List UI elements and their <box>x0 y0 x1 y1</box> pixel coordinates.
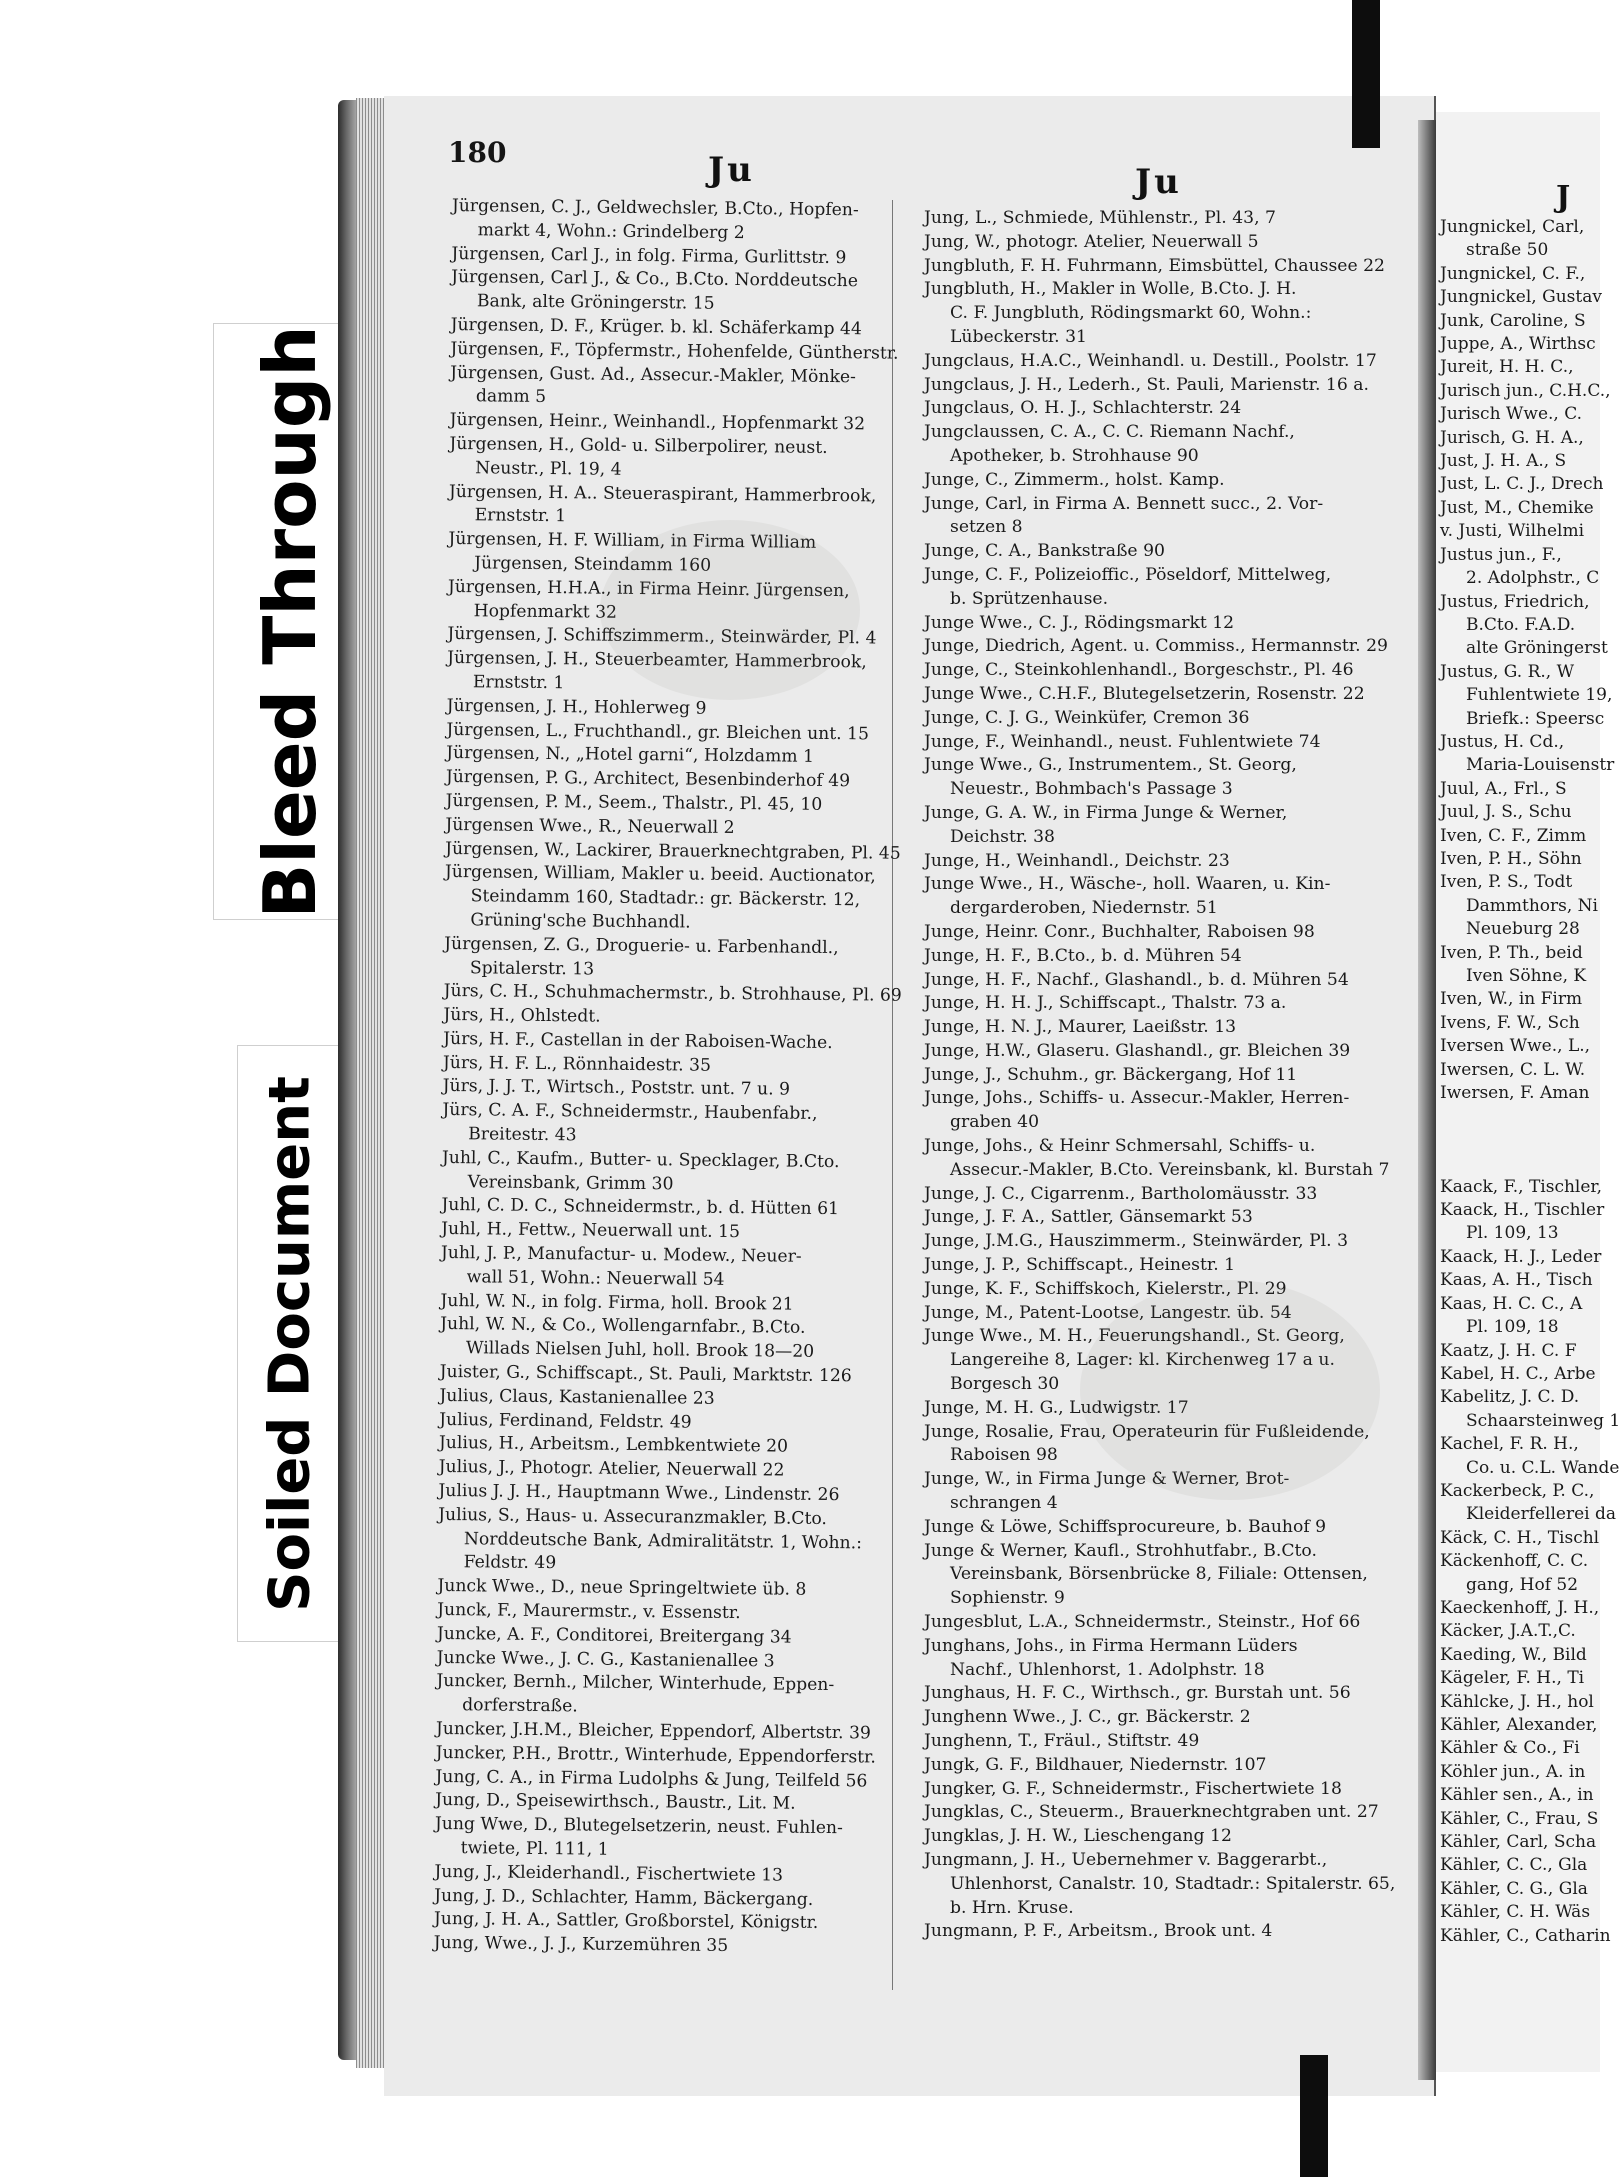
directory-entry: Ivens, F. W., Sch <box>1440 1012 1580 1033</box>
directory-entry: Junge, C. F., Polizeioffic., Pöseldorf, Mittelweg, <box>924 564 1332 585</box>
directory-entry: Junge, C., Steinkohlenhandl., Borgeschstr., Pl. 46 <box>924 660 1354 681</box>
directory-entry: Junge, J. F. A., Sattler, Gänsemarkt 53 <box>924 1207 1253 1228</box>
directory-entry: Sophienstr. 9 <box>950 1588 1065 1609</box>
directory-entry: Jürs, C. H., Schuhmachermstr., b. Strohhause, Pl. 69 <box>443 981 902 1007</box>
directory-entry: Jungesblut, L.A., Schneidermstr., Steinstr., Hof 66 <box>924 1612 1361 1633</box>
directory-entry: Juul, J. S., Schu <box>1440 802 1572 823</box>
directory-entry: Jung Wwe, D., Blutegelsetzerin, neust. Fuhlen- <box>434 1814 843 1839</box>
directory-entry: Jungclaussen, C. A., C. C. Riemann Nachf., <box>924 422 1295 443</box>
directory-entry: graben 40 <box>950 1112 1040 1133</box>
directory-entry: Norddeutsche Bank, Admiralitätstr. 1, Wohn.: <box>463 1528 863 1553</box>
directory-entry: Feldstr. 49 <box>463 1552 557 1574</box>
directory-entry: Jung, J. D., Schlachter, Hamm, Bäckergang. <box>434 1885 814 1910</box>
directory-entry: Junge, H. H. J., Schiffscapt., Thalstr. 73 a. <box>924 993 1287 1014</box>
directory-entry: Jungker, G. F., Schneidermstr., Fischertwiete 18 <box>924 1778 1342 1799</box>
directory-entry: Fuhlentwiete 19, <box>1466 685 1613 706</box>
directory-entry: Kähler, C. G., Gla <box>1440 1878 1588 1899</box>
directory-entry: Pl. 109, 18 <box>1466 1317 1559 1338</box>
directory-entry: Julius, J., Photogr. Atelier, Neuerwall 22 <box>438 1457 785 1481</box>
directory-entry: Junge, Heinr. Conr., Buchhalter, Raboisen 98 <box>924 921 1315 942</box>
directory-entry: Jurisch, G. H. A., <box>1440 427 1584 448</box>
directory-entry: Jürgensen, Carl J., & Co., B.Cto. Norddeutsche <box>451 267 859 292</box>
directory-entry: Kaack, H., Tischler <box>1440 1200 1605 1221</box>
directory-entry: Juncke Wwe., J. C. G., Kastanienallee 3 <box>436 1647 775 1672</box>
directory-entry: Jürs, H. F., Castellan in der Raboisen-Wache. <box>443 1028 833 1053</box>
directory-entry: Jürgensen, H. F. William, in Firma William <box>448 529 817 553</box>
directory-entry: Neuestr., Bohmbach's Passage 3 <box>950 779 1233 800</box>
directory-entry: Jungnickel, C. F., <box>1440 263 1586 284</box>
directory-entry: Just, J. H. A., S <box>1440 451 1567 472</box>
directory-entry: Pl. 109, 13 <box>1466 1223 1559 1244</box>
binding-clip-top <box>1352 0 1380 148</box>
directory-entry: Jung, Wwe., J. J., Kurzemühren 35 <box>433 1933 729 1957</box>
directory-entry: Junge, H. F., Nachf., Glashandl., b. d. Mühren 54 <box>924 969 1349 990</box>
directory-entry: Junge, C., Zimmerm., holst. Kamp. <box>924 469 1225 490</box>
directory-entry: Jürgensen, J. Schiffszimmerm., Steinwärder, Pl. 4 <box>447 624 877 649</box>
directory-entry: Jürs, H. F. L., Rönnhaidestr. 35 <box>442 1052 712 1076</box>
next-page-column <box>1440 216 1620 1948</box>
directory-entry: markt 4, Wohn.: Grindelberg 2 <box>477 220 745 243</box>
directory-entry: Köhler jun., A. in <box>1440 1761 1586 1782</box>
directory-entry: Kaack, F., Tischler, <box>1440 1176 1603 1197</box>
directory-entry: b. Sprützenhause. <box>950 588 1109 609</box>
directory-entry: Steindamm 160, Stadtadr.: gr. Bäckerstr. 12, <box>470 886 861 911</box>
directory-entry: Jürgensen, Gust. Ad., Assecur.-Makler, Mönke- <box>450 362 857 387</box>
directory-entry: Juhl, C., Kaufm., Butter- u. Specklager, B.Cto. <box>441 1147 840 1172</box>
right-directory-column <box>924 207 1396 1944</box>
directory-entry: Jürgensen, F., Töpfermstr., Hohenfelde, Güntherstr. <box>450 338 899 364</box>
directory-entry: Lübeckerstr. 31 <box>950 326 1087 347</box>
directory-entry: Jürgensen, N., „Hotel garni“, Holzdamm 1 <box>446 743 815 768</box>
directory-entry: Juhl, C. D. C., Schneidermstr., b. d. Hütten 61 <box>441 1195 840 1220</box>
directory-entry: Kähler, C., Frau, S <box>1440 1808 1599 1829</box>
directory-entry: Kackerbeck, P. C., <box>1440 1480 1595 1501</box>
directory-entry: Neustr., Pl. 19, 4 <box>475 458 622 480</box>
directory-entry: Kähler & Co., Fi <box>1440 1738 1580 1759</box>
directory-entry: Juncker, J.H.M., Bleicher, Eppendorf, Albertstr. 39 <box>435 1718 871 1744</box>
directory-entry: Iven, W., in Firm <box>1440 989 1583 1010</box>
directory-entry: Jungclaus, O. H. J., Schlachterstr. 24 <box>924 398 1242 419</box>
directory-entry: Iven, P. Th., beid <box>1440 942 1583 963</box>
right-column-heading: Ju <box>1135 162 1182 202</box>
directory-entry <box>1440 1105 1600 1128</box>
directory-entry: Junge Wwe., H., Wäsche-, holl. Waaren, u. Kin- <box>924 874 1331 895</box>
directory-entry: Schaarsteinweg 1 <box>1466 1410 1620 1431</box>
directory-entry: Junck, F., Maurermstr., v. Essenstr. <box>437 1599 741 1624</box>
directory-entry: Jürgensen, H., Gold- u. Silberpolirer, neust. <box>449 433 828 458</box>
directory-entry: Borgesch 30 <box>950 1374 1060 1395</box>
directory-entry: Kaeding, W., Bild <box>1440 1644 1587 1665</box>
directory-entry: Kaatz, J. H. C. F <box>1440 1340 1577 1361</box>
directory-entry: Junge, Carl, in Firma A. Bennett succ., 2. Vor- <box>924 493 1324 514</box>
directory-entry: Juhl, H., Fettw., Neuerwall unt. 15 <box>441 1219 741 1243</box>
directory-entry: Kähler, Carl, Scha <box>1440 1832 1597 1853</box>
directory-entry: Apotheker, b. Strohhause 90 <box>950 445 1199 466</box>
directory-entry: Ernststr. 1 <box>472 672 565 694</box>
directory-entry: Jürs, C. A. F., Schneidermstr., Haubenfabr., <box>442 1100 818 1125</box>
directory-entry: Spitalerstr. 13 <box>469 957 595 980</box>
directory-entry: Juncker, Bernh., Milcher, Winterhude, Eppen- <box>436 1671 835 1696</box>
directory-entry: Junge, J. C., Cigarrenm., Bartholomäusstr. 33 <box>924 1183 1318 1204</box>
directory-entry: Kabel, H. C., Arbe <box>1440 1363 1596 1384</box>
directory-entry: Junge, J., Schuhm., gr. Bäckergang, Hof 11 <box>924 1064 1298 1085</box>
directory-entry: C. F. Jungbluth, Rödingsmarkt 60, Wohn.: <box>950 303 1312 324</box>
page-gutter <box>1418 120 1436 2080</box>
directory-entry: Iven, P. S., Todt <box>1440 872 1573 893</box>
directory-entry: Iwersen, F. Aman <box>1440 1083 1590 1104</box>
directory-entry: Käck, C. H., Tischl <box>1440 1527 1600 1548</box>
directory-entry: Jungk, G. F., Bildhauer, Niedernstr. 107 <box>924 1754 1267 1775</box>
directory-entry: schrangen 4 <box>950 1493 1058 1514</box>
directory-entry: Jureit, H. H. C., <box>1440 357 1574 378</box>
directory-entry: b. Hrn. Kruse. <box>950 1897 1074 1918</box>
page-number: 180 <box>448 136 507 169</box>
directory-entry: Jürgensen, H. A.. Steueraspirant, Hammerbrook, <box>448 481 877 507</box>
directory-entry: Jürs, H., Ohlstedt. <box>443 1005 601 1027</box>
directory-entry: Junge, H. N. J., Maurer, Laeißstr. 13 <box>924 1017 1237 1038</box>
directory-entry: Junge, J. P., Schiffscapt., Heinestr. 1 <box>924 1255 1236 1276</box>
directory-entry: gang, Hof 52 <box>1466 1574 1579 1595</box>
directory-entry: Junge, M. H. G., Ludwigstr. 17 <box>924 1397 1189 1418</box>
directory-entry: Juister, G., Schiffscapt., St. Pauli, Marktstr. 126 <box>439 1361 852 1387</box>
directory-entry: Juhl, W. N., & Co., Wollengarnfabr., B.Cto. <box>440 1314 806 1339</box>
directory-entry: Ernststr. 1 <box>474 505 567 527</box>
directory-entry: alte Gröningerst <box>1466 638 1608 659</box>
directory-entry: 2. Adolphstr., C <box>1466 568 1600 589</box>
directory-entry: Jungmann, P. F., Arbeitsm., Brook unt. 4 <box>924 1921 1273 1942</box>
directory-entry: Jungklas, J. H. W., Lieschengang 12 <box>924 1826 1232 1847</box>
directory-entry: Kähler, Alexander, <box>1440 1715 1598 1735</box>
directory-entry: Junghenn Wwe., J. C., gr. Bäckerstr. 2 <box>924 1707 1251 1728</box>
directory-entry: Jürgensen, D. F., Krüger. b. kl. Schäferkamp 44 <box>450 314 862 340</box>
directory-entry: Jung, J., Kleiderhandl., Fischertwiete 13 <box>434 1861 784 1886</box>
directory-entry: Kähler sen., A., in <box>1440 1785 1594 1806</box>
directory-entry: Assecur.-Makler, B.Cto. Vereinsbank, kl. Burstah 7 <box>950 1159 1390 1180</box>
directory-entry: Jung, J. H. A., Sattler, Großborstel, Königstr. <box>433 1909 819 1934</box>
bleed-through-text: Bleed Through <box>248 324 332 919</box>
directory-entry: Neueburg 28 <box>1466 919 1580 940</box>
directory-entry: Kähler, C. H. Wäs <box>1440 1902 1591 1923</box>
page-edges <box>356 98 386 2068</box>
directory-entry: Justus jun., F., <box>1440 544 1562 565</box>
directory-entry: Käckenhoff, C. C. <box>1440 1551 1589 1572</box>
directory-entry: Juncker, P.H., Brottr., Winterhude, Eppendorferstr. <box>435 1742 877 1768</box>
directory-entry: Junge, Johs., Schiffs- u. Assecur.-Makler, Herren- <box>924 1088 1350 1109</box>
binding-clip-bottom <box>1300 2055 1328 2177</box>
directory-entry: Jungnickel, Carl, <box>1440 217 1585 237</box>
directory-entry: Jürgensen, Z. G., Droguerie- u. Farbenhandl., <box>444 933 839 958</box>
directory-entry: Iven, P. H., Söhn <box>1440 848 1582 869</box>
directory-entry: Junge, C. A., Bankstraße 90 <box>924 541 1165 562</box>
directory-entry: Kaas, H. C. C., A <box>1440 1293 1583 1314</box>
directory-entry: Vereinsbank, Grimm 30 <box>467 1171 674 1195</box>
directory-entry: Jürgensen Wwe., R., Neuerwall 2 <box>445 814 735 838</box>
directory-entry: Junge Wwe., C.H.F., Blutegelsetzerin, Rosenstr. 22 <box>924 683 1365 704</box>
directory-entry: v. Justi, Wilhelmi <box>1440 521 1585 542</box>
directory-entry: Iwersen, C. L. W. <box>1440 1059 1586 1080</box>
directory-entry: twiete, Pl. 111, 1 <box>460 1838 609 1860</box>
directory-entry: Jurisch jun., C.H.C., <box>1440 380 1611 401</box>
directory-entry: Iversen Wwe., L., <box>1440 1036 1591 1057</box>
directory-entry: Bank, alte Gröningerstr. 15 <box>476 291 715 314</box>
directory-entry: Junge & Werner, Kaufl., Strohhutfabr., B.Cto. <box>924 1540 1317 1561</box>
directory-entry: Iven Söhne, K <box>1466 966 1587 986</box>
directory-entry: Juppe, A., Wirthsc <box>1440 334 1596 355</box>
directory-entry: Kähler, C. C., Gla <box>1440 1855 1588 1876</box>
directory-entry: damm 5 <box>475 386 547 408</box>
left-column-heading: Ju <box>708 150 755 190</box>
directory-entry: Kaas, A. H., Tisch <box>1440 1270 1593 1291</box>
directory-entry: Junge, M., Patent-Lootse, Langestr. üb. 54 <box>924 1302 1292 1323</box>
directory-entry: Iven, C. F., Zimm <box>1440 825 1587 846</box>
directory-entry: Kachel, F. R. H., <box>1440 1434 1579 1455</box>
directory-entry: Junge, H.W., Glaseru. Glashandl., gr. Bleichen 39 <box>924 1040 1351 1061</box>
directory-entry: Kaack, H. J., Leder <box>1440 1246 1602 1267</box>
directory-entry: Junge, H., Weinhandl., Deichstr. 23 <box>924 850 1230 871</box>
directory-entry: Junge, Diedrich, Agent. u. Commiss., Hermannstr. 29 <box>924 636 1388 657</box>
directory-entry: Jung, L., Schmiede, Mühlenstr., Pl. 43, 7 <box>924 208 1276 228</box>
directory-entry: Kähler, C., Catharin <box>1440 1925 1611 1946</box>
directory-entry <box>1440 1129 1600 1152</box>
directory-entry: Kaeckenhoff, J. H., <box>1440 1597 1600 1618</box>
directory-entry: Junghenn, T., Fräul., Stiftstr. 49 <box>924 1731 1200 1751</box>
directory-entry: Just, L. C. J., Drech <box>1440 474 1604 495</box>
directory-entry: Jungnickel, Gustav <box>1440 287 1602 308</box>
directory-entry: Jürs, J. J. T., Wirtsch., Poststr. unt. 7 u. 9 <box>442 1076 791 1101</box>
directory-entry: Juul, A., Frl., S <box>1440 778 1567 799</box>
directory-entry: straße 50 <box>1466 240 1549 261</box>
directory-entry: Jürgensen, P. M., Seem., Thalstr., Pl. 45, 10 <box>445 790 823 815</box>
directory-entry: Kabelitz, J. C. D. <box>1440 1387 1580 1408</box>
directory-entry: Jürgensen, W., Lackirer, Brauerknechtgraben, Pl. 45 <box>445 838 901 864</box>
directory-entry: Uhlenhorst, Canalstr. 10, Stadtadr.: Spitalerstr. 65, <box>950 1873 1396 1894</box>
directory-entry: Junge, H. F., B.Cto., b. d. Mühren 54 <box>924 945 1242 966</box>
directory-entry: Junck Wwe., D., neue Springeltwiete üb. 8 <box>437 1576 807 1601</box>
directory-entry: Jürgensen, H.H.A., in Firma Heinr. Jürgensen, <box>447 576 850 601</box>
directory-entry: Grüning'sche Buchhandl. <box>470 910 691 933</box>
directory-entry: Jungmann, J. H., Uebernehmer v. Baggerarbt., <box>924 1849 1328 1870</box>
directory-entry: Julius, H., Arbeitsm., Lembkentwiete 20 <box>438 1433 789 1458</box>
directory-entry: Justus, G. R., W <box>1440 661 1575 682</box>
directory-entry: Jürgensen, Carl J., in folg. Firma, Gurlittstr. 9 <box>451 243 847 268</box>
directory-entry: Kählcke, J. H., hol <box>1440 1691 1594 1712</box>
directory-entry: setzen 8 <box>950 517 1023 538</box>
directory-entry: Junge, F., Weinhandl., neust. Fuhlentwiete 74 <box>924 731 1321 752</box>
directory-entry: Breitestr. 43 <box>468 1124 577 1146</box>
directory-entry: Langereihe 8, Lager: kl. Kirchenweg 17 a u. <box>950 1350 1335 1371</box>
directory-entry: Jürgensen, Heinr., Weinhandl., Hopfenmarkt 32 <box>449 410 866 435</box>
directory-entry: Justus, Friedrich, <box>1440 591 1590 612</box>
directory-entry: Jungclaus, J. H., Lederh., St. Pauli, Marienstr. 16 a. <box>924 374 1369 395</box>
directory-entry: Junge, Johs., & Heinr Schmersahl, Schiffs- u. <box>924 1136 1316 1157</box>
directory-entry: Junge, K. F., Schiffskoch, Kielerstr., Pl. 29 <box>924 1278 1287 1299</box>
directory-entry: Jung, D., Speisewirthsch., Baustr., Lit. M. <box>435 1790 796 1815</box>
next-page-heading: J <box>1556 180 1574 215</box>
directory-entry: Junge, C. J. G., Weinküfer, Cremon 36 <box>924 707 1250 728</box>
directory-entry: Junge, W., in Firma Junge & Werner, Brot- <box>924 1469 1290 1490</box>
directory-entry: Junge, G. A. W., in Firma Junge & Werner, <box>924 802 1288 823</box>
directory-entry: Junghans, Johs., in Firma Hermann Lüders <box>924 1635 1298 1656</box>
directory-entry: Junge Wwe., C. J., Rödingsmarkt 12 <box>924 612 1235 633</box>
directory-entry: Co. u. C.L. Wande <box>1466 1457 1620 1478</box>
directory-entry: Jungklas, C., Steuerm., Brauerknechtgraben unt. 27 <box>924 1802 1379 1823</box>
directory-entry: dorferstraße. <box>462 1695 578 1717</box>
directory-entry: Jung, W., photogr. Atelier, Neuerwall 5 <box>924 231 1259 252</box>
directory-entry <box>1440 1152 1600 1175</box>
directory-entry: Juhl, W. N., in folg. Firma, holl. Brook 21 <box>440 1290 794 1315</box>
directory-entry: Jungbluth, H., Makler in Wolle, B.Cto. J. H. <box>924 279 1297 300</box>
directory-entry: Julius, Ferdinand, Feldstr. 49 <box>439 1409 692 1433</box>
directory-entry: Maria-Louisenstr <box>1466 755 1615 776</box>
directory-entry: Jungbluth, F. H. Fuhrmann, Eimsbüttel, Chaussee 22 <box>924 255 1385 276</box>
directory-entry: Julius, S., Haus- u. Assecuranzmakler, B.Cto. <box>438 1504 828 1529</box>
soiled-document-text: Soiled Document <box>257 1075 322 1612</box>
directory-entry: Käcker, J.A.T.,C. <box>1440 1621 1576 1642</box>
directory-entry: Junk, Caroline, S <box>1440 310 1586 331</box>
directory-entry: Jürgensen, P. G., Architect, Besenbinderhof 49 <box>445 767 851 792</box>
directory-entry: Jürgensen, William, Makler u. beeid. Auctionator, <box>444 862 876 887</box>
directory-entry: Jürgensen, J. H., Steuerbeamter, Hammerbrook, <box>447 648 867 673</box>
directory-entry: wall 51, Wohn.: Neuerwall 54 <box>466 1267 725 1290</box>
directory-entry: Hopfenmarkt 32 <box>473 600 618 623</box>
directory-entry: Julius J. J. H., Hauptmann Wwe., Lindenstr. 26 <box>438 1480 840 1506</box>
directory-entry: Junge Wwe., M. H., Feuerungshandl., St. Georg, <box>924 1326 1345 1347</box>
directory-entry: Junge, J.M.G., Hauszimmerm., Steinwärder, Pl. 3 <box>924 1231 1349 1252</box>
directory-entry: Just, M., Chemike <box>1440 497 1594 518</box>
soiled-document-label <box>237 1045 342 1642</box>
directory-entry: B.Cto. F.A.D. <box>1466 614 1576 635</box>
directory-entry: Willads Nielsen Juhl, holl. Brook 18—20 <box>465 1338 815 1363</box>
directory-entry: Junge, Rosalie, Frau, Operateurin für Fußleidende, <box>924 1421 1370 1442</box>
next-page <box>1436 112 1620 2072</box>
directory-entry: Kleiderfellerei da <box>1466 1504 1617 1525</box>
directory-entry: Briefk.: Speersc <box>1466 708 1605 729</box>
directory-entry: Jung, C. A., in Firma Ludolphs & Jung, Teilfeld 56 <box>435 1766 868 1792</box>
directory-entry: Junge & Löwe, Schiffsprocureure, b. Bauhof 9 <box>924 1516 1327 1537</box>
directory-entry: Jungclaus, H.A.C., Weinhandl. u. Destill., Poolstr. 17 <box>924 350 1377 371</box>
directory-entry: Jürgensen, Steindamm 160 <box>474 553 712 576</box>
directory-entry: Nachf., Uhlenhorst, 1. Adolphstr. 18 <box>950 1659 1265 1680</box>
directory-entry: Justus, H. Cd., <box>1440 731 1565 752</box>
directory-entry: Vereinsbank, Börsenbrücke 8, Filiale: Ottensen, <box>950 1564 1368 1585</box>
directory-entry: Jürgensen, L., Fruchthandl., gr. Bleichen unt. 15 <box>446 719 870 744</box>
directory-entry: Raboisen 98 <box>950 1445 1058 1466</box>
left-directory-column <box>434 195 914 1961</box>
directory-entry: Jürgensen, J. H., Hohlerweg 9 <box>446 695 707 719</box>
directory-entry: Kägeler, F. H., Ti <box>1440 1668 1585 1689</box>
directory-entry: Junghaus, H. F. C., Wirthsch., gr. Burstah unt. 56 <box>924 1683 1351 1704</box>
directory-entry: Jurisch Wwe., C. <box>1440 404 1583 425</box>
directory-entry: Julius, Claus, Kastanienallee 23 <box>439 1385 715 1409</box>
directory-entry: Juncke, A. F., Conditorei, Breitergang 34 <box>436 1623 792 1648</box>
directory-entry: Jürgensen, C. J., Geldwechsler, B.Cto., Hopfen- <box>451 195 859 221</box>
directory-entry: Dammthors, Ni <box>1466 895 1598 916</box>
directory-entry: Junge Wwe., G., Instrumentem., St. Georg, <box>924 755 1297 776</box>
directory-entry: Juhl, J. P., Manufactur- u. Modew., Neuer- <box>440 1243 802 1267</box>
directory-entry: dergarderoben, Niedernstr. 51 <box>950 898 1218 919</box>
directory-entry: Deichstr. 38 <box>950 826 1055 847</box>
